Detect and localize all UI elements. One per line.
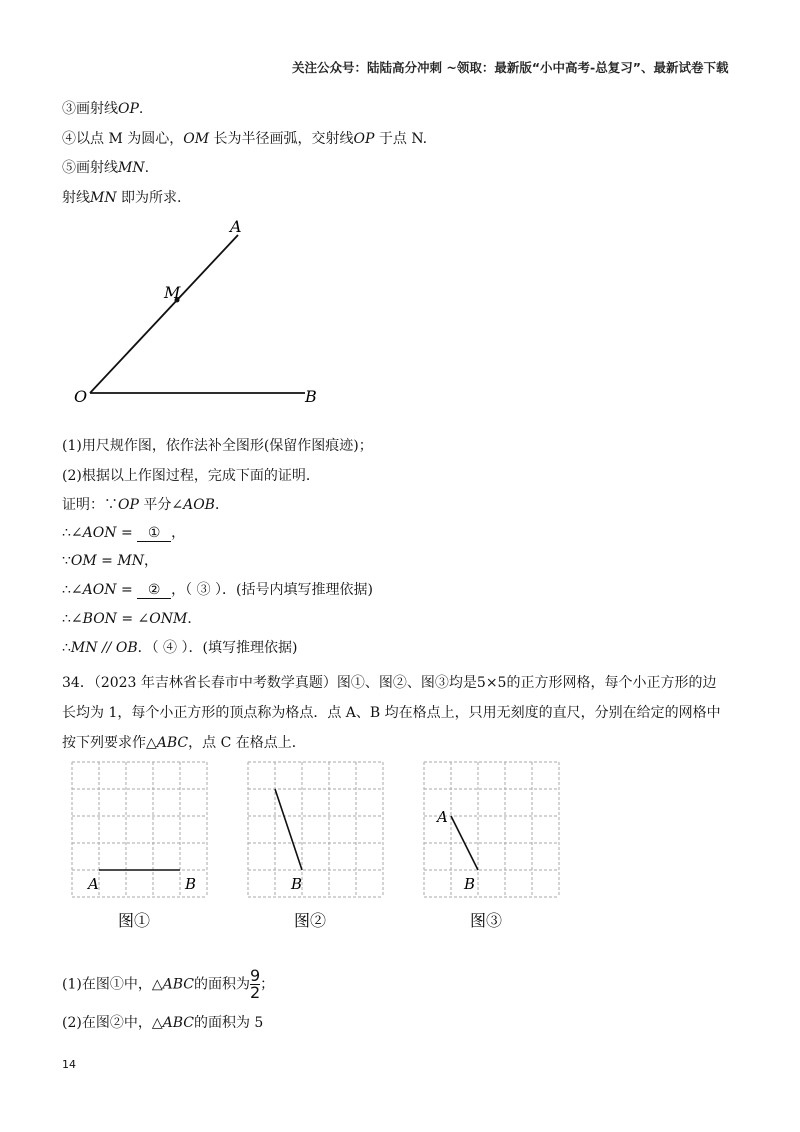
step-result: 射线MN 即为所求. [62,190,182,206]
grid-1-label-b: B [185,875,197,893]
label-o: O [74,387,88,406]
answer-blank-1[interactable]: ① [137,525,171,542]
grid-2-caption: 图② [294,911,327,930]
fraction-area: $\frac{9}{2}$ [249,966,261,1002]
label-a: A [230,217,242,236]
proof-line-4: ∴∠AON = ② ，（ ③ ）．(括号内填写推理依据) [62,582,373,598]
question-2: (2)根据以上作图过程，完成下面的证明． [62,468,320,484]
question-1: (1)用尺规作图，依作法补全图形(保留作图痕迹)； [62,438,373,454]
grid-figures [70,758,570,938]
grid-3-label-a: A [437,808,448,826]
ray-oa [90,235,238,393]
step-5: ⑤画射线MN. [62,160,150,176]
grid-3-label-b: B [464,875,476,893]
label-b: B [305,387,317,406]
grid-1-label-a: A [88,875,99,893]
segment-ab-2 [275,789,302,870]
grid-1-caption: 图① [118,911,151,930]
proof-line-2: ∴∠AON = ① ， [62,525,186,541]
proof-line-5: ∴∠BON = ∠ONM． [62,611,202,627]
angle-figure [60,210,340,410]
grid-3 [424,762,559,930]
grid-3-caption: 图③ [470,911,503,930]
problem-34-line-2: 长均为 1，每个小正方形的顶点称为格点．点 A、B 均在格点上，只用无刻度的直尺，分别在给定的网格中 [62,705,721,721]
problem-34-line-1: 34．（2023 年吉林省长春市中考数学真题）图①、图②、图③均是5×5的正方形网格，每个小正方形的边 [62,675,717,691]
answer-2: (2)在图②中，△ABC的面积为 5 [62,1015,264,1031]
proof-line-1: 证明：∵OP 平分∠AOB． [62,497,229,513]
step-4: ④以点 M 为圆心，OM 长为半径画弧，交射线OP 于点 N. [62,131,428,147]
proof-line-6: ∴MN // OB．（ ④ ）．(填写推理依据) [62,640,298,656]
label-m: M [164,283,181,302]
problem-34-line-3: 按下列要求作△ABC，点 C 在格点上． [62,735,306,751]
grid-2-label-b: B [291,875,303,893]
page-number: 14 [62,1058,76,1071]
grid-2 [248,762,383,930]
page-header: 关注公众号：陆陆高分冲刺 ~领取：最新版“小中高考-总复习”、最新试卷下载 [292,60,729,75]
grid-1 [72,762,207,930]
answer-blank-2[interactable]: ② [137,582,171,599]
step-3: ③画射线OP. [62,101,144,117]
proof-line-3: ∵OM = MN， [62,553,158,569]
answer-1: (1)在图①中，△ABC的面积为 $\frac{9}{2}$ ； [62,966,275,1002]
